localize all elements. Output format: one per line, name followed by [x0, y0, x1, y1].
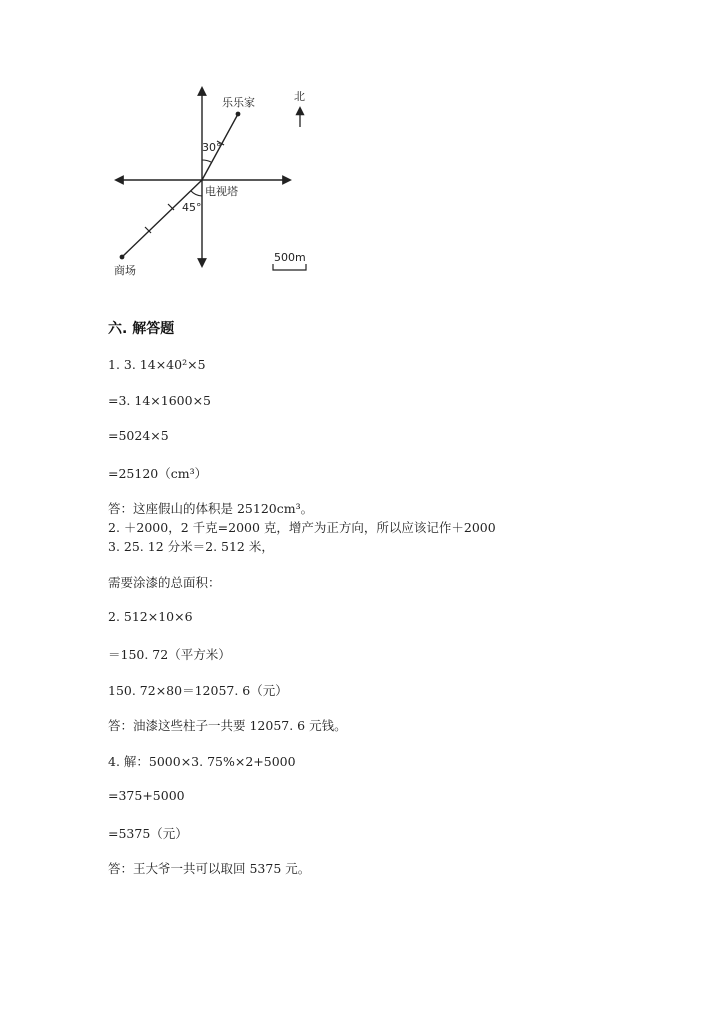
solution-line: 需要涂漆的总面积：: [108, 575, 221, 590]
solution-line: 3. 25. 12 分米＝2. 512 米，: [108, 539, 274, 554]
label-angle-bottom: 45°: [182, 201, 202, 214]
label-tower: 电视塔: [205, 185, 238, 198]
section-title: 六. 解答题: [108, 321, 175, 337]
solution-line: ＝150. 72（平方米）: [108, 647, 231, 662]
direction-diagram-svg: [100, 80, 340, 290]
scale-bar: [273, 264, 306, 270]
label-lele-home: 乐乐家: [222, 96, 255, 109]
answer-line: 答：油漆这些柱子一共要 12057. 6 元钱。: [108, 718, 347, 733]
solution-line: =25120（cm³）: [108, 466, 208, 481]
solution-line: 1. 3. 14×40²×5: [108, 357, 206, 372]
angle-arc-bottom: [191, 191, 202, 196]
label-north: 北: [294, 90, 305, 103]
solution-line: 2. ＋2000，2 千克=2000 克，增产为正方向，所以应该记作＋2000: [108, 520, 496, 535]
solution-line: 2. 512×10×6: [108, 609, 193, 624]
solution-line: =375+5000: [108, 788, 185, 803]
answer-line: 答：这座假山的体积是 25120cm³。: [108, 501, 314, 516]
solution-line: =5375（元）: [108, 826, 188, 841]
ray-to-mall: [122, 180, 202, 257]
label-angle-top: 30°: [202, 141, 222, 154]
solution-line: 150. 72×80＝12057. 6（元）: [108, 683, 288, 698]
answer-line: 答：王大爷一共可以取回 5375 元。: [108, 861, 311, 876]
direction-diagram: [100, 80, 340, 290]
label-mall: 商场: [114, 264, 136, 277]
lele-home-point: [236, 112, 241, 117]
mall-point: [120, 255, 125, 260]
angle-arc-top: [202, 160, 211, 162]
solution-line: 4. 解：5000×3. 75%×2+5000: [108, 754, 296, 769]
label-scale: 500m: [274, 251, 306, 264]
solution-line: =5024×5: [108, 428, 169, 443]
solution-line: =3. 14×1600×5: [108, 393, 211, 408]
